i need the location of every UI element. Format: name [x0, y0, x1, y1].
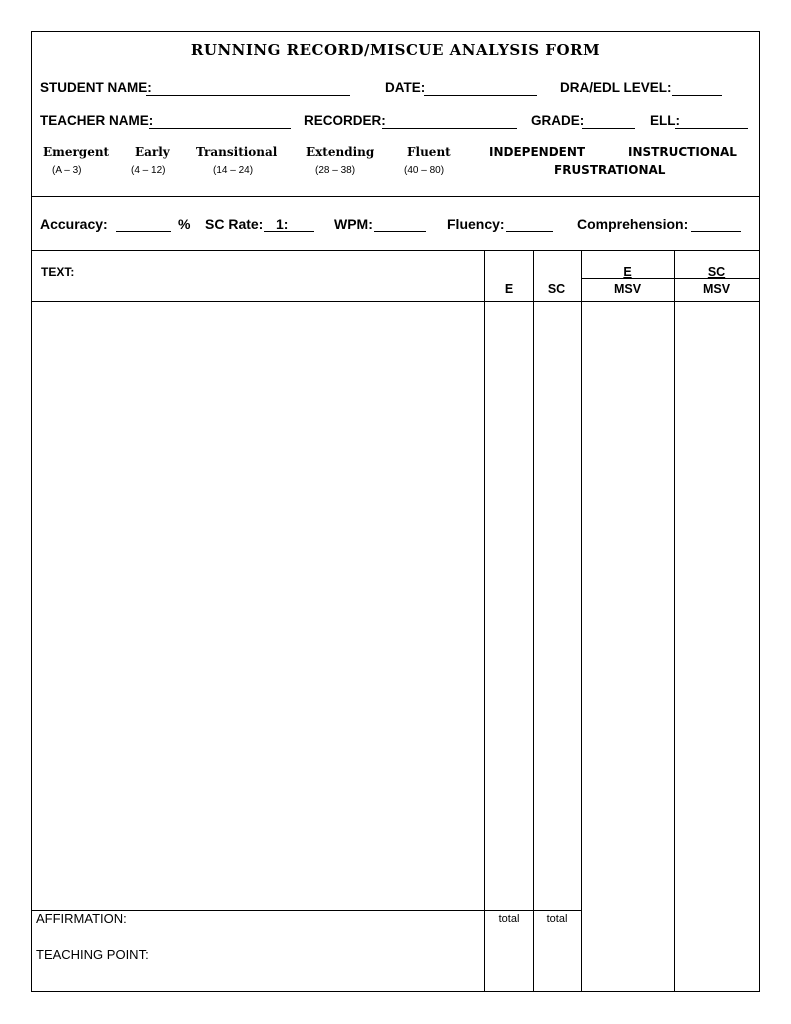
- fluency-field[interactable]: [506, 231, 553, 232]
- recorder-label: RECORDER:: [304, 113, 386, 128]
- level-early: Early: [135, 145, 170, 159]
- dra-level-field[interactable]: [672, 95, 722, 96]
- level-extending: Extending: [306, 145, 375, 159]
- col-e-msv-bottom: MSV: [613, 282, 642, 296]
- ell-field[interactable]: [675, 128, 748, 129]
- status-independent: INDEPENDENT: [489, 145, 586, 159]
- col-divider-emsv-scmsv: [674, 250, 675, 991]
- sc-rate-field[interactable]: [264, 231, 314, 232]
- accuracy-field[interactable]: [116, 231, 171, 232]
- level-emergent: Emergent: [43, 145, 110, 159]
- divider-metrics: [32, 250, 759, 251]
- level-early-range: (4 – 12): [131, 165, 166, 176]
- sc-rate-label: SC Rate:: [205, 216, 264, 232]
- msv-subheader-line: [581, 278, 759, 279]
- grade-label: GRADE:: [531, 113, 585, 128]
- comprehension-field[interactable]: [691, 231, 741, 232]
- col-divider-text-e: [484, 250, 485, 991]
- student-name-field[interactable]: [146, 95, 350, 96]
- status-instructional: INSTRUCTIONAL: [628, 145, 737, 159]
- teacher-name-label: TEACHER NAME:: [40, 113, 154, 128]
- col-sc-msv-bottom: MSV: [702, 282, 731, 296]
- level-extending-range: (28 – 38): [315, 165, 356, 176]
- level-transitional: Transitional: [196, 145, 278, 159]
- col-divider-sc-emsv: [581, 250, 582, 991]
- status-frustrational: FRUSTRATIONAL: [554, 163, 666, 177]
- level-emergent-range: (A – 3): [52, 165, 82, 176]
- level-transitional-range: (14 – 24): [213, 165, 254, 176]
- grade-field[interactable]: [582, 128, 635, 129]
- date-field[interactable]: [424, 95, 537, 96]
- divider-header: [32, 196, 759, 197]
- col-sc-msv-top: SC: [707, 265, 726, 279]
- comprehension-label: Comprehension:: [577, 216, 689, 232]
- col-sc-header: SC: [547, 282, 566, 296]
- running-record-form: [31, 31, 760, 992]
- recorder-field[interactable]: [382, 128, 517, 129]
- wpm-label: WPM:: [334, 216, 373, 232]
- total-e: total: [498, 913, 520, 925]
- level-fluent: Fluent: [407, 145, 451, 159]
- form-title: RUNNING RECORD/MISCUE ANALYSIS FORM: [190, 41, 601, 59]
- total-sc: total: [546, 913, 568, 925]
- col-e-header: E: [504, 282, 514, 296]
- teaching-point-label: TEACHING POINT:: [36, 947, 149, 962]
- ell-label: ELL:: [650, 113, 680, 128]
- col-e-msv-top: E: [623, 265, 632, 279]
- date-label: DATE:: [385, 80, 426, 95]
- col-divider-e-sc: [533, 250, 534, 991]
- dra-level-label: DRA/EDL LEVEL:: [560, 80, 672, 95]
- accuracy-label: Accuracy:: [40, 216, 108, 232]
- text-writing-area[interactable]: [32, 302, 484, 910]
- level-fluent-range: (40 – 80): [404, 165, 445, 176]
- text-label: TEXT:: [41, 265, 75, 279]
- student-name-label: STUDENT NAME:: [40, 80, 152, 95]
- accuracy-percent: %: [178, 216, 191, 232]
- fluency-label: Fluency:: [447, 216, 505, 232]
- sc-rate-value: 1:: [276, 216, 289, 232]
- teacher-name-field[interactable]: [149, 128, 291, 129]
- wpm-field[interactable]: [374, 231, 426, 232]
- affirmation-label: AFFIRMATION:: [36, 911, 127, 926]
